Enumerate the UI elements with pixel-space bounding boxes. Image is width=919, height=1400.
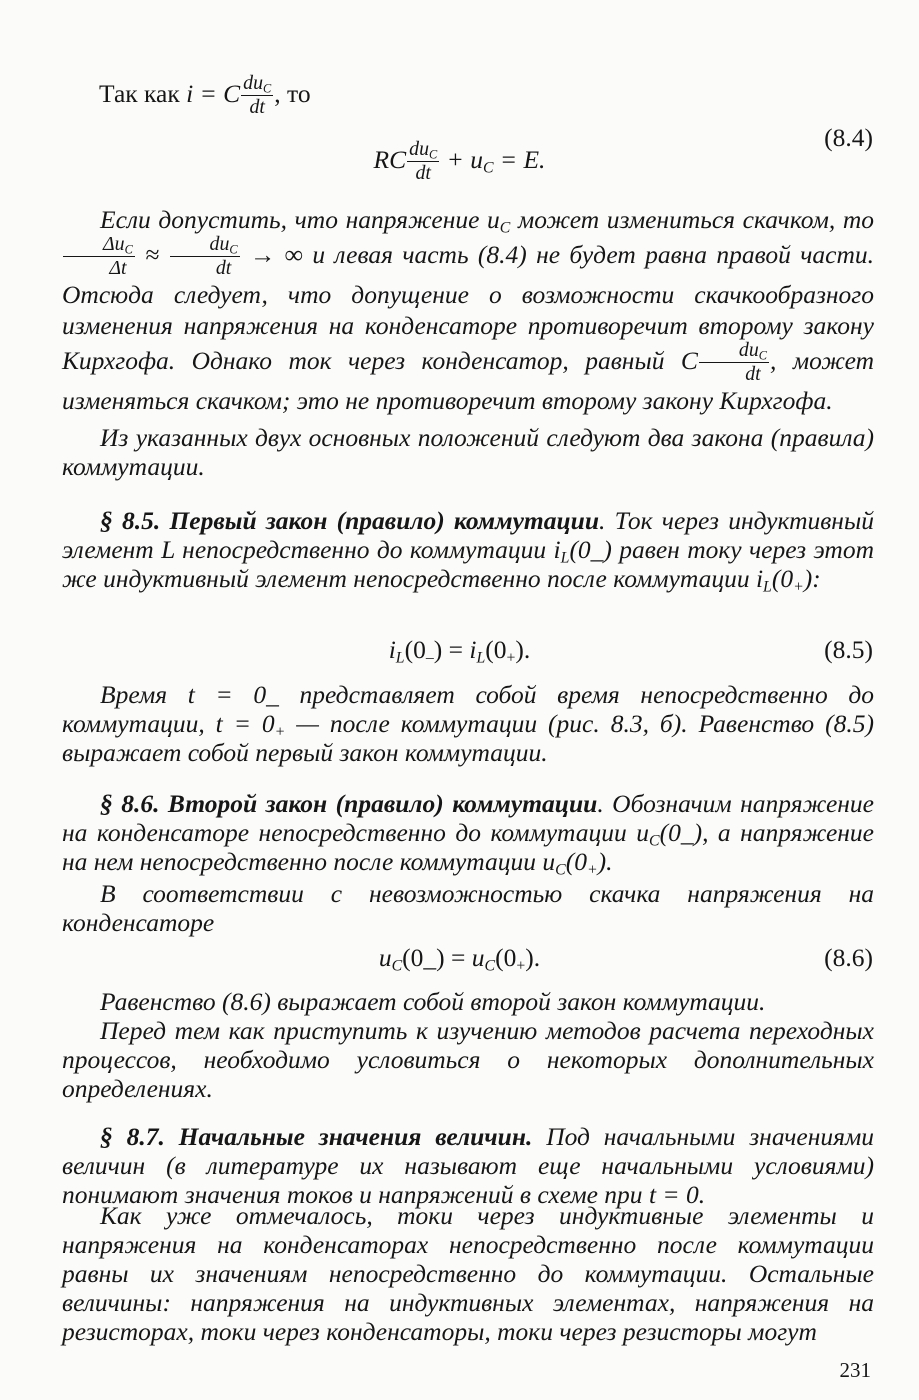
section-8-7: § 8.7. Начальные значения величин. Под начальными значениями величин (в литературе их называют еще начальными условиями) понимают значения токов и напряжений в схеме при t = 0.	[62, 1122, 875, 1209]
equation-8-5: $i_L(0_-) = i_L(0_+)$.	[388, 635, 531, 667]
paragraph-accordance: В соответствии с невозможностью скачка напряжения на конденсаторе	[62, 879, 874, 937]
fraction: $\frac{du_C}{dt}$	[170, 235, 240, 279]
intro-line: Так как i = C $\frac{du_C}{dt}$ , то	[99, 72, 311, 118]
term-initial-values: начальными значениями	[603, 1122, 875, 1151]
section-heading: § 8.6. Второй закон (правило) коммутации	[100, 789, 598, 818]
fraction: $\frac{\Delta u_C}{\Delta t}$	[63, 235, 135, 279]
fraction: $\frac{du_C}{dt}$	[409, 138, 438, 185]
paragraph-before: Перед тем как приступить к изучению методов расчета переходных процессов, необходимо условиться о некоторых дополнительных определениях.	[62, 1016, 874, 1103]
paragraph-last: Как уже отмечалось, токи через индуктивные элементы и напряжения на конденсаторах непосредственно после коммутации равны их значениям непосредственно до коммутации. Остальные величины: напряжения на индуктивных элементах, напряжения на резисторах, токи через конденсаторы, токи через резисторы могут	[62, 1201, 874, 1346]
section-heading: § 8.7. Начальные значения величин.	[100, 1122, 533, 1151]
equation-number-8-6: (8.6)	[824, 943, 873, 972]
fraction: $\frac{du_C}{dt}$	[243, 72, 272, 118]
section-8-6: § 8.6. Второй закон (правило) коммутации. Обозначим напряжение на конденсаторе непосредственно до коммутации $u_C(0\_)$, а напряжение на нем непосредственно после коммутации $u_C(0_+)$.	[62, 789, 874, 879]
section-8-5: § 8.5. Первый закон (правило) коммутации. Ток через индуктивный элемент L непосредственно до коммутации $i_L(0\_)$ равен току через этот же индуктивный элемент непосредственно после коммутации $i_L(0_+)$:	[62, 506, 874, 596]
paragraph-time: Время t = 0_ представляет собой время непосредственно до коммутации, $t = 0_+$ — после коммутации (рис. 8.3, б). Равенство (8.5) выражает собой первый закон коммутации.	[62, 680, 875, 767]
paragraph-jump-argument: Если допустить, что напряжение $u_C$ может измениться скачком, то $\frac{\Delta u_C}{\Delta t}$ ≈ $\frac{du_C}{dt}$ → ∞ и левая часть (8.4) не будет равна правой части. Отсюда следует, что допущение о возможности скачкообразного изменения напряжения на конденсаторе противоречит второму закону Кирхгофа. Однако ток через конденсатор, равный C $\frac{du_C}{dt}$ , может изменяться скачком; это не противоречит второму закону Кирхгофа.	[62, 205, 875, 415]
section-heading: § 8.5. Первый закон (правило) коммутации	[100, 506, 600, 535]
equation-number-8-4: (8.4)	[824, 123, 873, 152]
paragraph-two-laws: Из указанных двух основных положений следуют два закона (правила) коммутации.	[62, 423, 874, 481]
page-number: 231	[839, 1358, 871, 1382]
fraction: $\frac{du_C}{dt}$	[699, 341, 769, 385]
paragraph-eq-8-6: Равенство (8.6) выражает собой второй закон коммутации.	[100, 987, 766, 1016]
equation-8-4: RC $\frac{du_C}{dt}$ + $u_C = E$.	[373, 138, 546, 185]
equation-number-8-5: (8.5)	[824, 635, 873, 664]
equation-8-6: $u_C(0\_) = u_C(0_+)$.	[378, 943, 541, 975]
